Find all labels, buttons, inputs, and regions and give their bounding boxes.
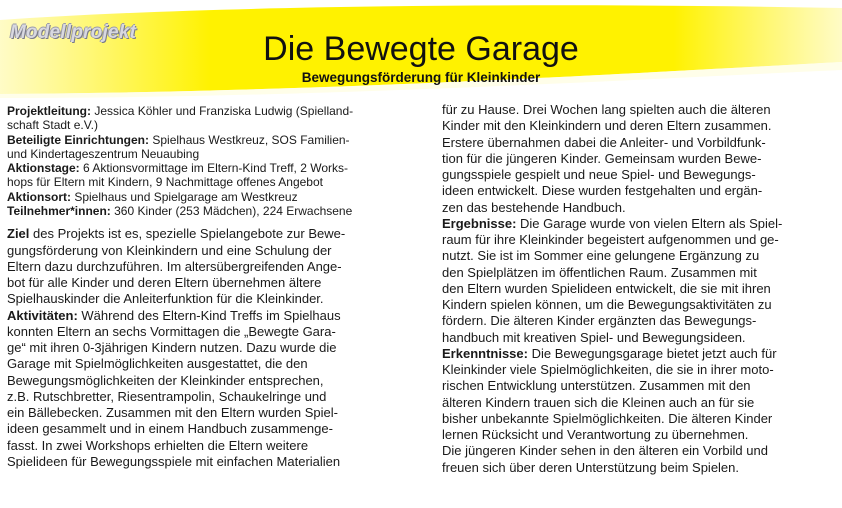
line-text: Spielhaus Westkreuz, SOS Familien- — [149, 132, 350, 147]
line-text: hops für Eltern mit Kindern, 9 Nachmittage offenes Angebot — [7, 175, 323, 190]
body-line — [442, 297, 834, 313]
body-line — [442, 411, 834, 427]
line-text: fasst. In zwei Workshops erhielten die Eltern weitere — [7, 437, 309, 453]
body-line — [7, 405, 397, 421]
body-line — [442, 151, 834, 167]
line-text: z.B. Rutschbretter, Riesentrampolin, Schaukelringe und — [7, 388, 327, 404]
right-column — [442, 102, 834, 476]
body-line — [7, 243, 397, 259]
line-text: Jessica Köhler und Franziska Ludwig (Spielland- — [91, 104, 354, 118]
line-text: den Eltern wurden Spielideen entwickelt, die sie mit ihren — [442, 280, 771, 296]
body-line — [442, 183, 834, 199]
line-text: älteren Kindern trauen sich die Kleinen auch an für sie — [442, 394, 755, 410]
section-label: Aktionstage: — [7, 161, 80, 176]
body-line — [442, 265, 834, 281]
line-text: Die Bewegungsgarage bietet jetzt auch für — [527, 345, 777, 361]
body-line — [442, 362, 834, 378]
body-line — [442, 427, 834, 443]
body-line — [7, 389, 397, 405]
left-body-text — [7, 226, 397, 470]
meta-line — [7, 147, 397, 161]
line-text: rischen Entwicklung unterstützen. Zusammen mit den — [442, 378, 751, 394]
line-text: handbuch mit kreativen Spiel- und Bewegungsideen. — [442, 329, 746, 345]
meta-line — [7, 175, 397, 189]
section-label: Ergebnisse: — [442, 215, 517, 231]
body-line — [442, 102, 834, 118]
body-line — [7, 421, 397, 437]
line-text: fördern. Die älteren Kinder ergänzten das Bewegungs- — [442, 313, 757, 329]
line-text: tion für die jüngeren Kinder. Gemeinsam wurden Bewe- — [442, 150, 762, 166]
line-text: Garage mit Spielmöglichkeiten ausgestattet, die den — [7, 356, 308, 372]
body-line — [442, 281, 834, 297]
body-line — [7, 454, 397, 470]
left-column — [7, 104, 397, 470]
line-text: und Kindertageszentrum Neuaubing — [7, 146, 200, 161]
section-label: Projektleitung: — [7, 104, 92, 118]
body-line — [7, 275, 397, 291]
meta-line — [7, 190, 397, 204]
section-label: Ziel — [7, 226, 30, 242]
body-line — [442, 346, 834, 362]
badge-label: Modellprojekt — [10, 22, 137, 43]
page-title: Die Bewegte Garage — [263, 30, 579, 68]
line-text: ein Bällebecken. Zusammen mit den Eltern wurden Spiel- — [7, 405, 338, 421]
body-line — [442, 200, 834, 216]
line-text: schaft Stadt e.V.) — [7, 118, 98, 133]
body-line — [7, 259, 397, 275]
meta-line — [7, 104, 397, 118]
body-line — [442, 395, 834, 411]
section-label: Beteiligte Einrichtungen: — [7, 132, 150, 147]
line-text: 6 Aktionsvormittage im Eltern-Kind Treff, 2 Works- — [79, 161, 349, 176]
meta-line — [7, 133, 397, 147]
body-line — [442, 443, 834, 459]
line-text: bisher unbekannte Spielmöglichkeiten. Die älteren Kinder — [442, 410, 773, 426]
line-text: ge“ mit ihren 0-3jährigen Kindern nutzen. Dazu wurde die — [7, 340, 337, 356]
line-text: freuen sich über deren Unterstützung beim Spielen. — [442, 459, 740, 475]
body-line — [442, 118, 834, 134]
page-subtitle: Bewegungsförderung für Kleinkinder — [301, 70, 541, 85]
line-text: raum für ihre Kleinkinder begeistert aufgenommen und ge- — [442, 232, 779, 247]
body-line — [7, 226, 397, 242]
line-text: gungsspiele gespielt und neue Spiel- und Bewegungs- — [442, 167, 756, 182]
line-text: bot für alle Kinder und deren Eltern übernehmen ältere — [7, 275, 322, 291]
line-text: Spielhauskinder die Anleiterfunktion für die Kleinkinder. — [7, 291, 324, 307]
line-text: ideen gesammelt und in einem Handbuch zusammenge- — [7, 421, 333, 437]
body-line — [7, 340, 397, 356]
header-banner — [0, 0, 842, 98]
line-text: Bewegungsmöglichkeiten der Kleinkinder entsprechen, — [7, 372, 324, 388]
line-text: Kleinkinder viele Spielmöglichkeiten, die sie in ihrer moto- — [442, 362, 774, 377]
body-line — [7, 291, 397, 307]
meta-line — [7, 118, 397, 132]
line-text: Während des Eltern-Kind Treffs im Spielhaus — [77, 307, 341, 323]
line-text: Eltern dazu durchzuführen. Im altersübergreifenden Ange- — [7, 258, 342, 274]
line-text: Spielideen für Bewegungsspiele mit einfachen Materialien — [7, 453, 341, 469]
section-label: Erkenntnisse: — [442, 345, 528, 361]
body-line — [442, 167, 834, 183]
line-text: Kinder mit den Kleinkindern und deren Eltern zusammen. — [442, 118, 772, 134]
line-text: ideen entwickelt. Diese wurden festgehalten und ergän- — [442, 183, 763, 199]
body-line — [442, 378, 834, 394]
section-label: Aktivitäten: — [7, 307, 78, 323]
line-text: zen das bestehende Handbuch. — [442, 199, 626, 215]
line-text: nutzt. Sie ist im Sommer eine gelungene Ergänzung zu — [442, 248, 760, 264]
body-line — [442, 135, 834, 151]
body-line — [442, 216, 834, 232]
meta-line — [7, 161, 397, 175]
line-text: Die jüngeren Kinder sehen in den älteren ein Vorbild und — [442, 443, 768, 459]
body-line — [442, 330, 834, 346]
body-line — [7, 356, 397, 372]
line-text: lernen Rücksicht und Verantwortung zu übernehmen. — [442, 427, 749, 442]
line-text: Spielhaus und Spielgarage am Westkreuz — [71, 189, 298, 204]
line-text: für zu Hause. Drei Wochen lang spielten auch die älteren — [442, 102, 771, 117]
body-line — [442, 248, 834, 264]
line-text: Die Garage wurde von vielen Eltern als Spiel- — [516, 215, 783, 231]
line-text: konnten Eltern an sechs Vormittagen die „Bewegte Gara- — [7, 323, 336, 339]
body-line — [442, 313, 834, 329]
section-label: Teilnehmer*innen: — [7, 204, 111, 219]
line-text: des Projekts ist es, spezielle Spielangebote zur Bewe- — [29, 226, 346, 242]
line-text: 360 Kinder (253 Mädchen), 224 Erwachsene — [110, 204, 353, 219]
body-line — [7, 324, 397, 340]
project-info — [7, 104, 397, 218]
line-text: Erstere übernahmen dabei die Anleiter- und Vorbildfunk- — [442, 134, 766, 150]
body-line — [442, 232, 834, 248]
line-text: Kindern spielen können, um die Bewegungsaktivitäten zu — [442, 297, 772, 312]
line-text: den Spielplätzen im öffentlichen Raum. Zusammen mit — [442, 264, 757, 280]
body-line — [442, 460, 834, 476]
body-line — [7, 373, 397, 389]
body-line — [7, 438, 397, 454]
line-text: gungsförderung von Kleinkindern und eine Schulung der — [7, 242, 332, 258]
section-label: Aktionsort: — [7, 189, 71, 204]
meta-line — [7, 204, 397, 218]
body-line — [7, 308, 397, 324]
